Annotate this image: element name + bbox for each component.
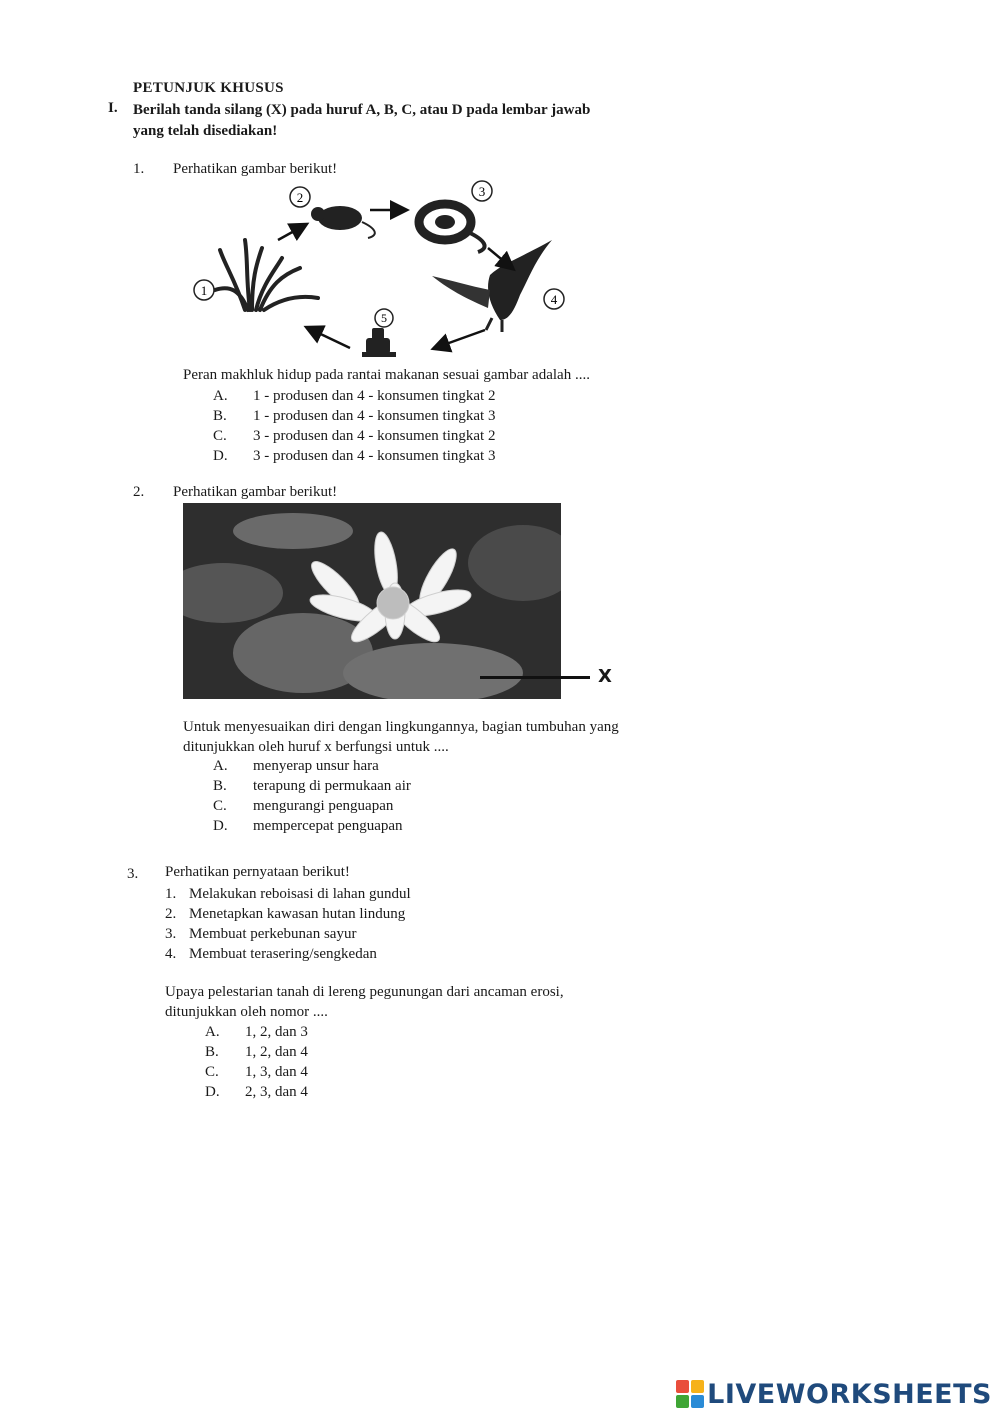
q1-prompt: Perhatikan gambar berikut!	[173, 161, 338, 177]
food-chain-diagram	[190, 180, 570, 370]
diagram-label-5	[375, 309, 393, 327]
logo-square-2	[691, 1380, 704, 1393]
svg-text:4: 4	[550, 292, 558, 307]
snake-icon	[419, 204, 485, 252]
q3-question-line-1: Upaya pelestarian tanah di lereng pegunungan dari ancaman erosi,	[165, 984, 564, 1000]
eagle-icon	[432, 240, 552, 332]
liveworksheets-logo-text: LIVEWORKSHEETS	[707, 1378, 992, 1410]
food-chain-arrows	[278, 210, 512, 348]
q3-statement-3: 3. Membuat perkebunan sayur	[165, 926, 357, 942]
svg-text:5: 5	[381, 311, 387, 325]
instruction-number: I.	[108, 100, 118, 116]
q3-option-d[interactable]: D. 2, 3, dan 4	[205, 1084, 308, 1100]
q2-option-a[interactable]: A. menyerap unsur hara	[213, 758, 379, 774]
q3-statement-4: 4. Membuat terasering/sengkedan	[165, 946, 377, 962]
q1-number: 1.	[133, 161, 145, 177]
water-lily-photo	[183, 503, 561, 699]
q2-question-line-1: Untuk menyesuaikan diri dengan lingkungannya, bagian tumbuhan yang	[183, 719, 619, 735]
q2-option-b[interactable]: B. terapung di permukaan air	[213, 778, 411, 794]
q2-question-line-2: ditunjukkan oleh huruf x berfungsi untuk ....	[183, 739, 449, 755]
logo-square-3	[676, 1395, 689, 1408]
q2-prompt: Perhatikan gambar berikut!	[173, 484, 338, 500]
q2-option-c[interactable]: C. mengurangi penguapan	[213, 798, 394, 814]
q1-option-a[interactable]: A. 1 - produsen dan 4 - konsumen tingkat 2	[213, 388, 496, 404]
logo-square-4	[691, 1395, 704, 1408]
q3-option-b[interactable]: B. 1, 2, dan 4	[205, 1044, 308, 1060]
svg-text:1: 1	[200, 283, 208, 298]
q1-option-d[interactable]: D. 3 - produsen dan 4 - konsumen tingkat 3	[213, 448, 496, 464]
q3-option-c[interactable]: C. 1, 3, dan 4	[205, 1064, 308, 1080]
diagram-label-4	[544, 289, 564, 309]
q2-option-d[interactable]: D. mempercepat penguapan	[213, 818, 403, 834]
diagram-label-1	[194, 280, 214, 300]
q2-number: 2.	[133, 484, 145, 500]
instruction-line-2: yang telah disediakan!	[133, 123, 278, 139]
section-heading: PETUNJUK KHUSUS	[133, 80, 284, 96]
q1-option-c[interactable]: C. 3 - produsen dan 4 - konsumen tingkat 2	[213, 428, 496, 444]
diagram-label-3	[472, 181, 492, 201]
liveworksheets-logo[interactable]	[676, 1378, 992, 1410]
q3-statement-1: 1. Melakukan reboisasi di lahan gundul	[165, 886, 411, 902]
instruction-line-1: Berilah tanda silang (X) pada huruf A, B, C, atau D pada lembar jawab	[133, 102, 591, 118]
q3-number: 3.	[127, 866, 139, 882]
q3-question	[165, 982, 750, 1022]
decomposer-icon	[362, 328, 396, 357]
q3-statement-2: 2. Menetapkan kawasan hutan lindung	[165, 906, 406, 922]
q3-options	[205, 1022, 308, 1102]
instruction-text	[133, 100, 793, 142]
grass-icon	[215, 240, 318, 310]
q2-question	[183, 717, 783, 757]
mouse-icon	[311, 206, 375, 238]
q1-question: Peran makhluk hidup pada rantai makanan sesuai gambar adalah ....	[183, 367, 590, 383]
q3-prompt: Perhatikan pernyataan berikut!	[165, 864, 350, 880]
liveworksheets-logo-icon	[676, 1380, 704, 1408]
q1-option-b[interactable]: B. 1 - produsen dan 4 - konsumen tingkat 3	[213, 408, 496, 424]
q1-options	[213, 386, 495, 466]
q3-question-line-2: ditunjukkan oleh nomor ....	[165, 1004, 328, 1020]
q3-statements	[165, 884, 411, 964]
pointer-label-x: X	[598, 666, 612, 687]
svg-text:2: 2	[296, 190, 304, 205]
q2-options	[213, 756, 411, 836]
q3-option-a[interactable]: A. 1, 2, dan 3	[205, 1024, 308, 1040]
pointer-line	[480, 676, 590, 679]
svg-text:3: 3	[478, 184, 486, 199]
diagram-label-2	[290, 187, 310, 207]
logo-square-1	[676, 1380, 689, 1393]
